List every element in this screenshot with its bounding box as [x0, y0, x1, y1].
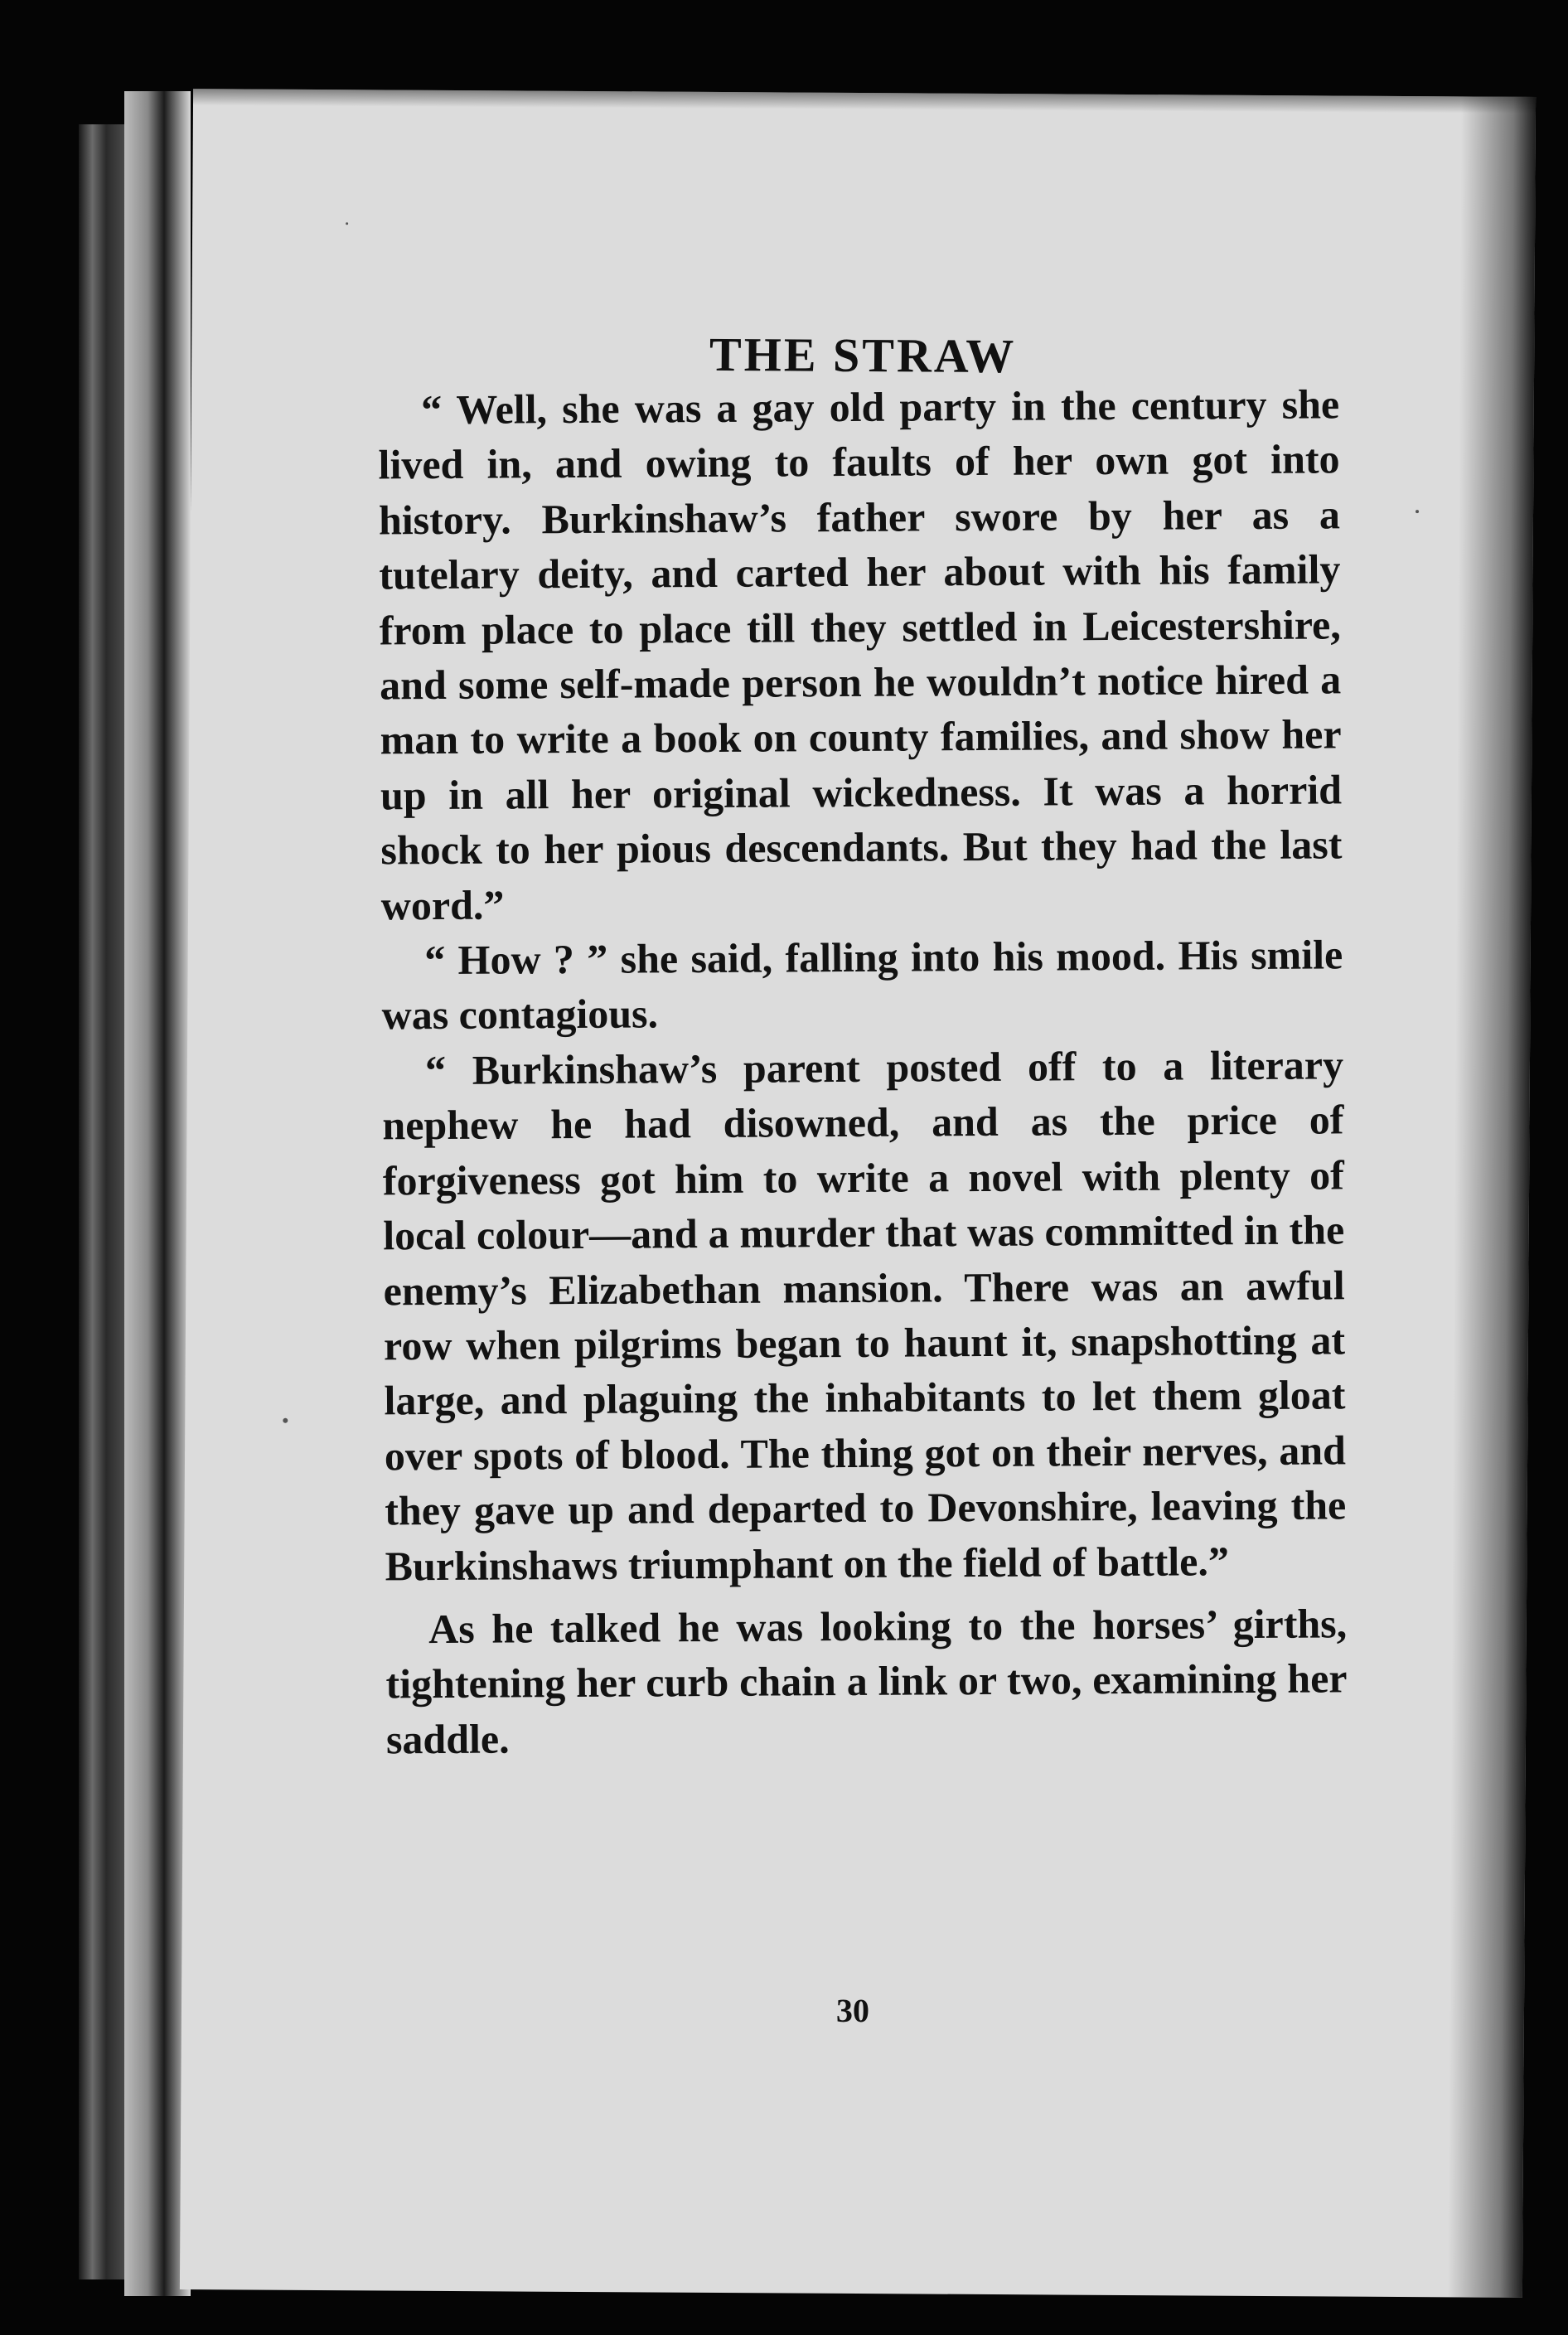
paragraph: As he talked he was looking to the horses’ girths, tightening her curb chain a link or two, examining her saddle. — [385, 1600, 1348, 1763]
paragraph: “ Burkinshaw’s parent posted off to a literary nephew he had disowned, and as the price of forgiveness got him to write a novel with plenty of local colour—and a murder that was committed in the enemy’s Elizabethan mansion. There was an awful row when pilgrims began to haunt it, snapshotting at large, and plaguing the inhabitants to let them gloat over spots of blood. The thing got on their nerves, and they gave up and departed to Devonshire, leaving the Burkinshaws triumphant on the field of battle.” — [382, 1041, 1347, 1589]
running-head: THE STRAW — [709, 327, 1017, 384]
page-top-shadow — [193, 89, 1536, 114]
page-edges — [124, 91, 191, 2296]
dust-speck — [1416, 510, 1419, 513]
book-page — [180, 89, 1536, 2298]
paragraph: “ Well, she was a gay old party in the century she lived in, and owing to faults of her own got into history. Burkinshaw’s father swore by her as a tutelary deity, and carted her about with his family from place to place till they settled in Leicestershire, and some self-made person he wouldn’t notice hired a man to write a book on county families, and show her up in all her original wickedness. It was a horrid shock to her pious descendants. But they had the last word.” — [378, 380, 1343, 929]
dust-speck — [346, 222, 348, 225]
body-text — [378, 376, 1348, 1766]
paragraph: “ How ? ” she said, falling into his mood. His smile was contagious. — [381, 931, 1343, 1039]
dust-speck — [283, 1418, 288, 1423]
book-spine — [79, 124, 124, 2279]
page-gutter-shadow — [1448, 96, 1536, 2298]
page-number: 30 — [835, 1991, 870, 2030]
